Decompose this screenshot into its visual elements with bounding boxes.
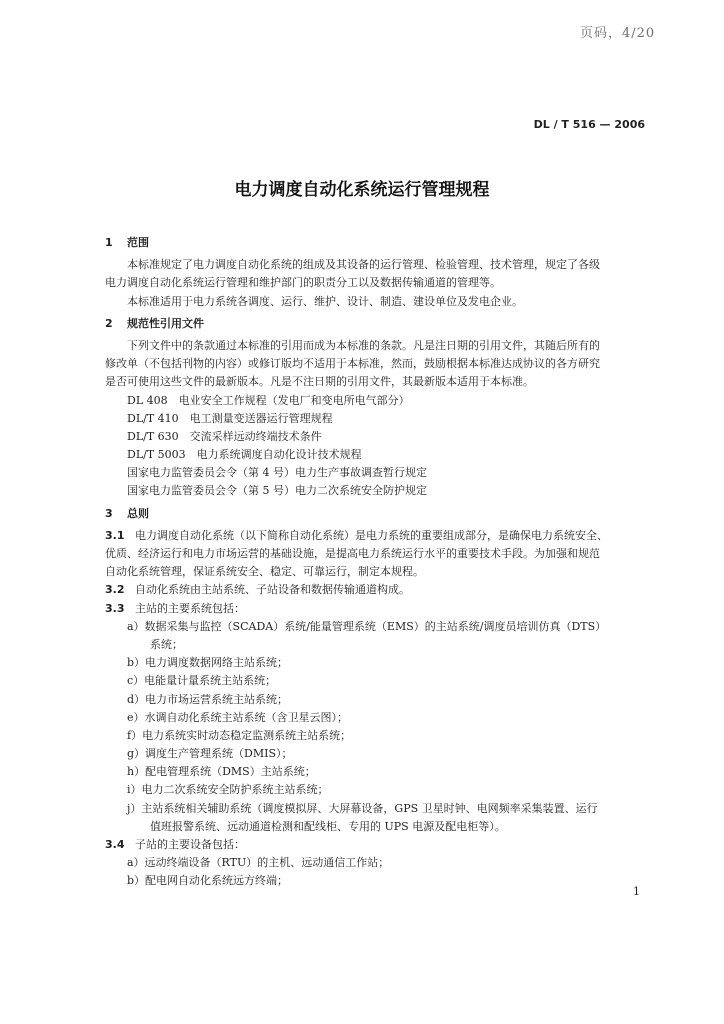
clause-text: 电力调度自动化系统（以下简称自动化系统）是电力系统的重要组成部分，是确保电力系统安全、 <box>135 528 608 542</box>
clause-number: 3.1 <box>105 528 125 542</box>
reference-item: DL/T 5003 电力系统调度自动化设计技术规程 <box>127 448 362 462</box>
list-item: h）配电管理系统（DMS）主站系统； <box>127 765 316 779</box>
section-number: 2 <box>105 316 113 330</box>
reference-item: 国家电力监管委员会令（第 4 号）电力生产事故调查暂行规定 <box>127 466 427 480</box>
list-item: e）水调自动化系统主站系统（含卫星云图）； <box>127 710 349 724</box>
section-number: 3 <box>105 506 113 520</box>
list-item: b）配电网自动化系统远方终端； <box>127 874 289 888</box>
reference-item: DL/T 410 电工测量变送器运行管理规程 <box>127 411 333 425</box>
clause-text: 子站的主要设备包括： <box>135 838 245 851</box>
paragraph-line: 本标准规定了电力调度自动化系统的组成及其设备的运行管理、检验管理、技术管理，规定了各级 <box>127 258 600 272</box>
list-item: c）电能量计量系统主站系统； <box>127 674 277 688</box>
clause-number: 3.3 <box>105 601 125 615</box>
list-item-continuation: 值班报警系统、远动通道检测和配线柜、专用的 UPS 电源及配电柜等）。 <box>150 819 506 833</box>
paragraph-line: 是否可使用这些文件的最新版本。凡是不注日期的引用文件，其最新版本适用于本标准。 <box>105 375 534 389</box>
page-number: 1 <box>633 885 640 898</box>
section-title: 总则 <box>127 506 149 520</box>
clause-line <box>105 527 650 545</box>
clause-line <box>105 600 650 618</box>
paragraph-line: 本标准适用于电力系统各调度、运行、维护、设计、制造、建设单位及发电企业。 <box>127 294 523 308</box>
list-item: b）电力调度数据网络主站系统； <box>127 656 289 670</box>
reference-item: DL/T 630 交流采样远动终端技术条件 <box>127 429 322 443</box>
clause-line <box>105 836 650 854</box>
clause-number: 3.2 <box>105 583 125 597</box>
page-counter: 页码，4/20 <box>580 26 656 41</box>
section-title: 范围 <box>127 236 149 249</box>
paragraph-line: 自动化系统管理，保证系统安全、稳定、可靠运行，制定本规程。 <box>105 565 424 579</box>
clause-line <box>105 581 650 599</box>
paragraph-line: 修改单（不包括刊物的内容）或修订版均不适用于本标准，然而，鼓励根据本标准达成协议的各方研究 <box>105 357 600 371</box>
list-item: a）远动终端设备（RTU）的主机、远动通信工作站； <box>127 856 390 870</box>
reference-item: DL 408 电业安全工作规程（发电厂和变电所电气部分） <box>127 393 410 407</box>
list-item-continuation: 系统； <box>150 637 183 651</box>
list-item: i）电力二次系统安全防护系统主站系统； <box>127 783 329 797</box>
document-body <box>105 234 650 891</box>
standard-code: DL / T 516 — 2006 <box>533 118 645 131</box>
clause-text: 主站的主要系统包括： <box>135 601 245 615</box>
paragraph-line: 优质、经济运行和电力市场运营的基础设施，是提高电力系统运行水平的重要技术手段。为加强和规范 <box>105 547 600 560</box>
paragraph-line: 电力调度自动化系统运行管理和维护部门的职责分工以及数据传输通道的管理等。 <box>105 276 501 290</box>
clause-number: 3.4 <box>105 838 125 851</box>
section-heading <box>105 315 650 333</box>
clause-text: 自动化系统由主站系统、子站设备和数据传输通道构成。 <box>135 583 410 597</box>
list-item: g）调度生产管理系统（DMIS）； <box>127 747 293 761</box>
section-heading <box>105 505 650 523</box>
section-heading <box>105 234 650 252</box>
document-title: 电力调度自动化系统运行管理规程 <box>234 180 490 200</box>
list-item: d）电力市场运营系统主站系统； <box>127 692 289 706</box>
section-number: 1 <box>105 236 113 249</box>
reference-item: 国家电力监管委员会令（第 5 号）电力二次系统安全防护规定 <box>127 484 427 498</box>
list-item: a）数据采集与监控（SCADA）系统/能量管理系统（EMS）的主站系统/调度员培训仿真（DTS） <box>127 619 607 633</box>
list-item: j）主站系统相关辅助系统（调度模拟屏、大屏幕设备，GPS 卫星时钟、电网频率采集装置、运行 <box>127 801 598 815</box>
paragraph-line: 下列文件中的条款通过本标准的引用而成为本标准的条款。凡是注日期的引用文件，其随后所有的 <box>127 338 600 352</box>
list-item: f）电力系统实时动态稳定监测系统主站系统； <box>127 728 352 742</box>
section-title: 规范性引用文件 <box>127 316 204 330</box>
